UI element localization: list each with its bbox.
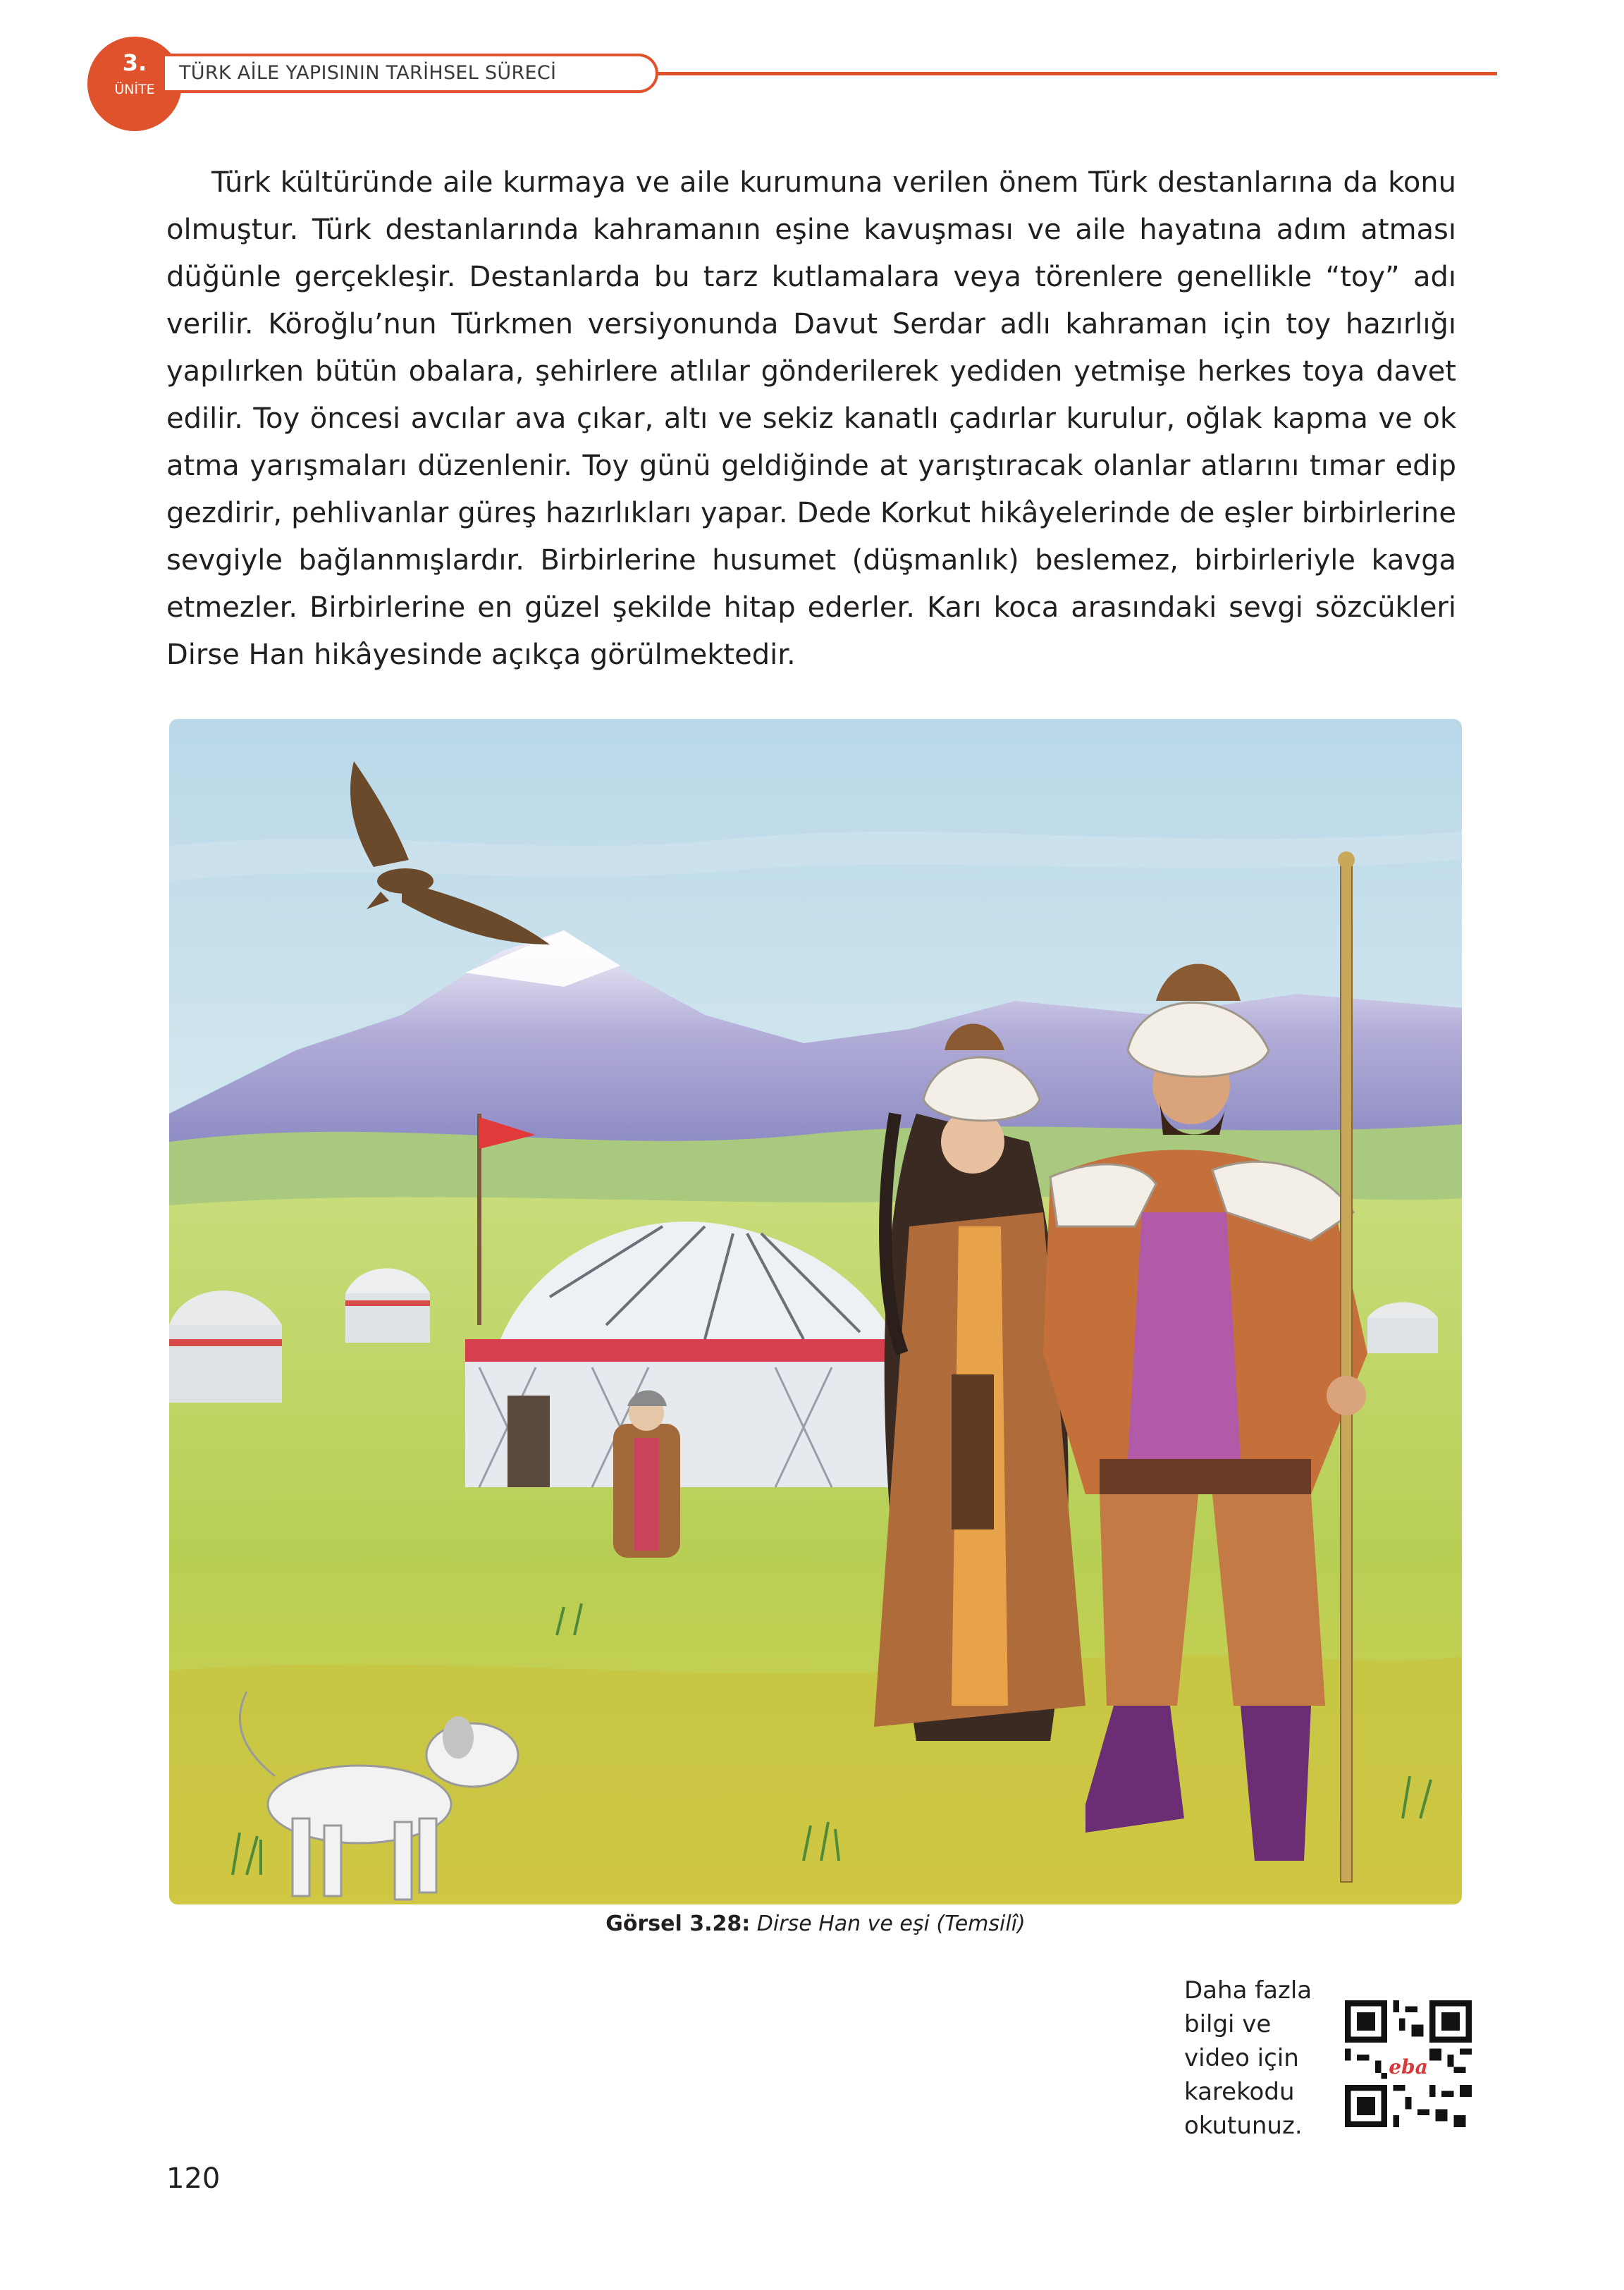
qr-instruction: Daha fazla bilgi ve video için karekodu okutunuz. xyxy=(1184,1976,1312,2140)
eba-logo: eba xyxy=(1389,2055,1428,2079)
caption-text: Dirse Han ve eşi (Temsilî) xyxy=(756,1912,1026,1936)
figure-caption xyxy=(169,1912,1462,1936)
body-paragraph: Türk kültüründe aile kurmaya ve aile kurumuna verilen önem Türk destanlarına da konu olmuştur. Türk destanlarında kahramanın eşine kavuşması ve aile hayatına adım atması düğünle gerçekleşir. Destanlarda bu tarz kutlamalara veya törenlere genellikle “toy” adı verilir. Köroğlu’nun Türkmen versiyonunda Davut Serdar adlı kahraman için toy hazırlığı yapılırken bütün obalara, şehirlere atlılar gönderilerek yediden yetmişe herkes toya davet edilir. Toy öncesi avcılar ava çıkar, altı ve sekiz kanatlı çadırlar kurulur, oğlak kapma ve ok atma yarışmaları düzenlenir. Toy günü geldiğinde at yarıştıracak olanlar atlarını tımar edip gezdirir, pehlivanlar güreş hazırlıkları yapar. Dede Korkut hikâyelerinde de eşler birbirlerine sevgiyle bağlanmışlardır. Birbirlerine husumet (düşmanlık) beslemez, birbirleriyle kavga etmezler. Birbirlerine en güzel şekilde hitap ederler. Karı koca arasındaki sevgi sözcükleri Dirse Han hikâyesinde açıkça görülmektedir. xyxy=(166,166,1456,671)
caption-label: Görsel 3.28: xyxy=(605,1912,751,1936)
unit-number: 3. xyxy=(122,49,147,76)
qr-code[interactable] xyxy=(1345,2000,1472,2127)
page-number: 120 xyxy=(166,2162,221,2195)
chapter-title: TÜRK AİLE YAPISININ TARİHSEL SÜRECİ xyxy=(165,54,658,93)
unit-label: ÜNİTE xyxy=(114,82,155,97)
illustration-dirse-han xyxy=(169,719,1462,1904)
